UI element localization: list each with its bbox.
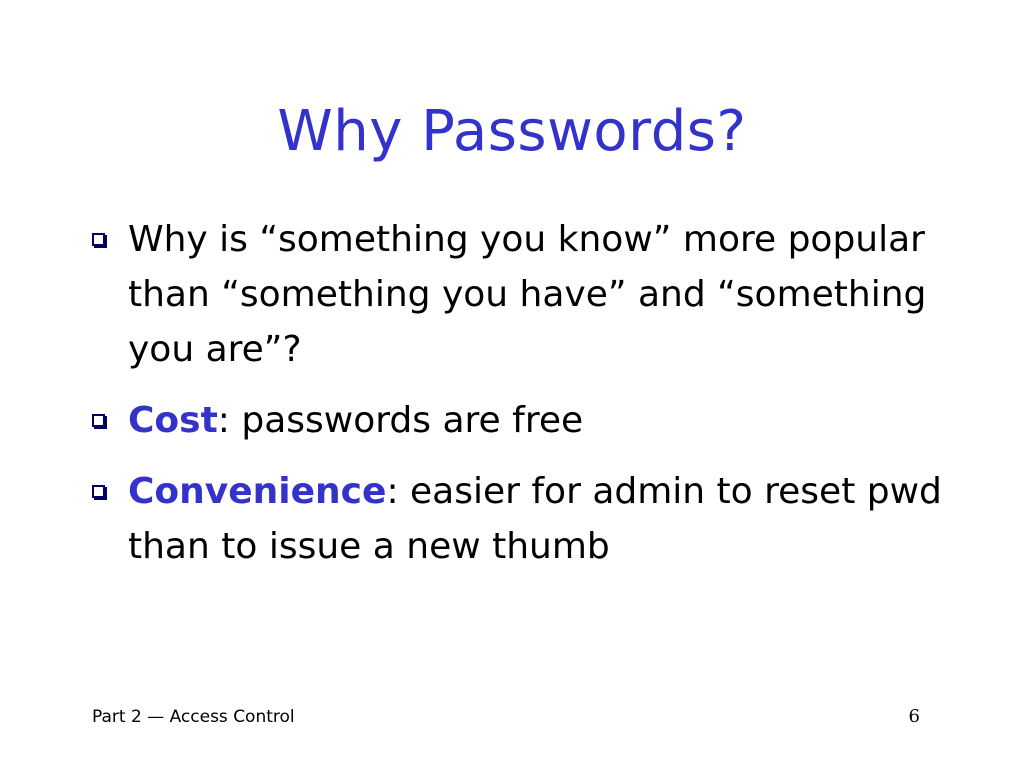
bullet-text: Why is “something you know” more popular than “something you have” and “something you are”? (128, 219, 927, 370)
footer-section-label: Part 2 — Access Control (92, 707, 295, 727)
square-bullet-icon (92, 233, 105, 246)
bullet-text: : passwords are free (217, 400, 584, 441)
square-bullet-icon (92, 414, 105, 427)
bullet-keyword: Cost (128, 400, 218, 441)
slide-title: Why Passwords? (277, 99, 747, 164)
bullet-text: : easier for admin to reset pwd than to issue a new thumb (128, 471, 942, 567)
bullet-list (88, 212, 968, 590)
square-bullet-icon (92, 485, 105, 498)
bullet-item-convenience (88, 464, 968, 574)
bullet-item-cost (88, 393, 968, 448)
bullet-keyword: Convenience (128, 471, 387, 512)
bullet-item-why (88, 212, 968, 377)
page-number: 6 (908, 706, 920, 727)
